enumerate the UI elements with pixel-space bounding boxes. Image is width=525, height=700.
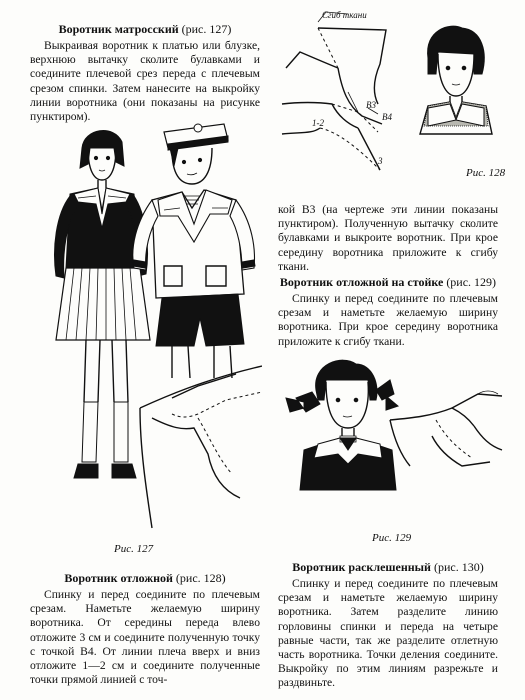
section-title-standing (278, 275, 498, 289)
girl-portrait-128 (420, 26, 492, 134)
label-b3: В3 (366, 100, 376, 110)
section-sailor-collar (30, 22, 260, 124)
figure-128-caption: Рис. 128 (466, 167, 506, 179)
collar-pattern-drawing (140, 366, 262, 528)
paragraph-turndown: Спинку и перед соедините по плечевым срезам. Наметьте желаемую ширину воротника. От середины переда влево отложите 3 см и соедините полученную точку с точкой В4. От линии плеча вверх и вниз отложите 1—2 см и соедините полученные точки прямой линией с точ- (30, 588, 260, 687)
boy-figure (133, 124, 255, 378)
section-title-sailor (30, 22, 260, 36)
ref-standing: (рис. 129) (446, 275, 497, 289)
girl-figure (55, 131, 150, 478)
label-seam: Сгиб ткани (322, 10, 367, 20)
title-sailor: Воротник матросский (58, 22, 179, 36)
figure-128-illustration (278, 8, 510, 178)
section-turndown-continued (278, 203, 498, 274)
ref-flared: (рис. 130) (433, 560, 484, 574)
figure-129-caption: Рис. 129 (372, 532, 412, 544)
paragraph-flared: Спинку и перед соедините по плечевым срезам и наметьте желаемую ширину воротника. Затем разделите линию горловины спинки и переда на четыре равные части, так же разделите отлетную часть воротника. Точки деления соедините. Выкройку по этим линиям разрежьте и раздвиньте. (278, 577, 498, 690)
ref-turndown: (рис. 128) (175, 571, 226, 585)
section-standing-collar (278, 275, 498, 349)
figure-127-caption: Рис. 127 (114, 543, 154, 555)
paragraph-sailor: Выкраивая воротник к платью или блузке, верхнюю вытачку сколите булавками и соедините плечевой срез переда с плечевым срезом спинки. Затем нанесите на выкройку линии воротника (они показаны на рисунке пунктиром). (30, 39, 260, 124)
section-turndown-collar (30, 571, 260, 687)
paragraph-turndown-continued: кой В3 (на чертеже эти линии показаны пунктиром). Полученную вытачку сколите булавками и выкроите воротник. При крое середину воротника приложите к сгибу ткани. (278, 203, 498, 273)
title-turndown: Воротник отложной (64, 571, 173, 585)
title-flared: Воротник расклешенный (292, 560, 431, 574)
label-b4: В4 (382, 112, 392, 122)
label-dist: 1-2 (312, 118, 324, 128)
section-title-flared (278, 560, 498, 574)
figure-127-illustration (22, 118, 262, 538)
paragraph-standing: Спинку и перед соедините по плечевым срезам и наметьте желаемую ширину воротника. При крое середину воротника приложите к сгибу ткани. (278, 292, 498, 348)
section-flared-collar (278, 560, 498, 691)
collar-pattern-129 (390, 391, 502, 466)
section-title-turndown (30, 571, 260, 585)
girl-portrait-129 (286, 360, 398, 490)
title-standing: Воротник отложной на стойке (279, 275, 444, 289)
label-three: 3 (378, 156, 383, 166)
ref-sailor: (рис. 127) (181, 22, 232, 36)
collar-pattern-128 (282, 10, 392, 170)
figure-129-illustration (282, 350, 510, 530)
